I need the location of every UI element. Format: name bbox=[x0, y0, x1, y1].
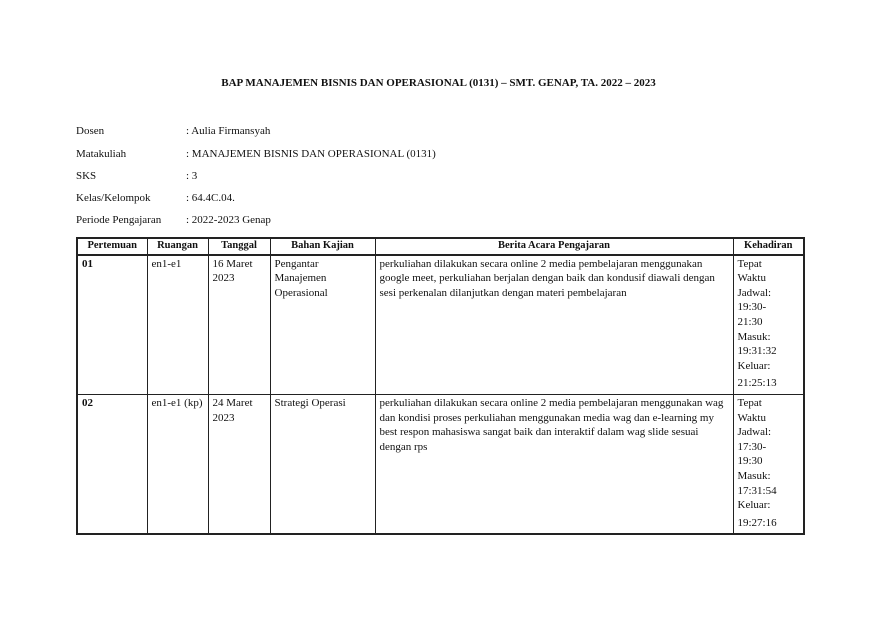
kehadiran-line: Keluar: bbox=[737, 499, 771, 512]
meta-value: : Aulia Firmansyah bbox=[186, 125, 271, 137]
meta-label: SKS bbox=[76, 170, 97, 182]
cell-berita-acara: perkuliahan dilakukan secara online 2 media pembelajaran menggunakan google meet, perkuliahan berjalan dengan baik dan kondusif diawali dengan sesi perkenalan dilanjutkan dengan materi pembelajaran bbox=[375, 255, 733, 395]
header-berita-acara: Berita Acara Pengajaran bbox=[375, 238, 733, 255]
kehadiran-line: Waktu bbox=[737, 411, 766, 424]
kehadiran-line: Jadwal: bbox=[737, 426, 772, 439]
bap-table bbox=[76, 237, 805, 535]
header-ruangan: Ruangan bbox=[147, 238, 208, 255]
kehadiran-line: Tepat bbox=[737, 396, 762, 409]
meta-label: Kelas/Kelompok bbox=[76, 192, 151, 204]
header-pertemuan: Pertemuan bbox=[77, 238, 147, 255]
cell-kehadiran bbox=[733, 394, 804, 534]
cell-tanggal: 16 Maret 2023 bbox=[208, 255, 270, 395]
document-title: BAP MANAJEMEN BISNIS DAN OPERASIONAL (0131) – SMT. GENAP, TA. 2022 – 2023 bbox=[221, 77, 656, 89]
cell-ruangan: en1-e1 bbox=[147, 255, 208, 395]
cell-bahan-kajian: Strategi Operasi bbox=[270, 394, 375, 534]
kehadiran-line: 19:31:32 bbox=[737, 345, 777, 358]
kehadiran-line: Jadwal: bbox=[737, 286, 772, 299]
kehadiran-line: Waktu bbox=[737, 272, 766, 285]
meta-row-dosen bbox=[76, 125, 270, 137]
cell-pertemuan: 02 bbox=[77, 394, 147, 534]
meta-label: Dosen bbox=[76, 125, 105, 137]
meta-row-matakuliah bbox=[76, 148, 436, 160]
kehadiran-line: 19:27:16 bbox=[737, 516, 777, 529]
meta-value: : MANAJEMEN BISNIS DAN OPERASIONAL (0131) bbox=[186, 148, 436, 160]
cell-bahan-kajian: Pengantar Manajemen Operasional bbox=[270, 255, 375, 395]
meta-value: : 3 bbox=[186, 170, 198, 182]
table-row bbox=[77, 394, 804, 534]
meta-value: : 64.4C.04. bbox=[186, 192, 235, 204]
cell-ruangan: en1-e1 (kp) bbox=[147, 394, 208, 534]
kehadiran-line: 17:30- bbox=[737, 440, 767, 453]
kehadiran-line: 21:25:13 bbox=[737, 377, 777, 390]
meta-label: Matakuliah bbox=[76, 148, 127, 160]
kehadiran-line: 19:30- bbox=[737, 301, 767, 314]
meta-value: : 2022-2023 Genap bbox=[186, 214, 271, 226]
cell-berita-acara: perkuliahan dilakukan secara online 2 media pembelajaran menggunakan wag dan kondisi proses perkuliahan menggunakan media wag dan e-learning my best respon mahasiswa sangat baik dan interaktif dalam wag slide sesuai dengan rps bbox=[375, 394, 733, 534]
kehadiran-line: 21:30 bbox=[737, 315, 763, 328]
header-tanggal: Tanggal bbox=[208, 238, 270, 255]
kehadiran-line: Masuk: bbox=[737, 330, 771, 343]
header-bahan-kajian: Bahan Kajian bbox=[270, 238, 375, 255]
table-header-row bbox=[77, 238, 804, 255]
meta-row-periode bbox=[76, 214, 271, 226]
kehadiran-line: 17:31:54 bbox=[737, 484, 777, 497]
kehadiran-line: Tepat bbox=[737, 257, 762, 270]
meta-label: Periode Pengajaran bbox=[76, 214, 162, 226]
meta-row-kelas bbox=[76, 192, 235, 204]
cell-tanggal: 24 Maret 2023 bbox=[208, 394, 270, 534]
table-row bbox=[77, 255, 804, 395]
cell-pertemuan: 01 bbox=[77, 255, 147, 395]
header-kehadiran: Kehadiran bbox=[733, 238, 804, 255]
kehadiran-line: Keluar: bbox=[737, 359, 771, 372]
cell-kehadiran bbox=[733, 255, 804, 395]
meta-row-sks bbox=[76, 170, 197, 182]
kehadiran-line: Masuk: bbox=[737, 469, 771, 482]
kehadiran-line: 19:30 bbox=[737, 455, 763, 468]
